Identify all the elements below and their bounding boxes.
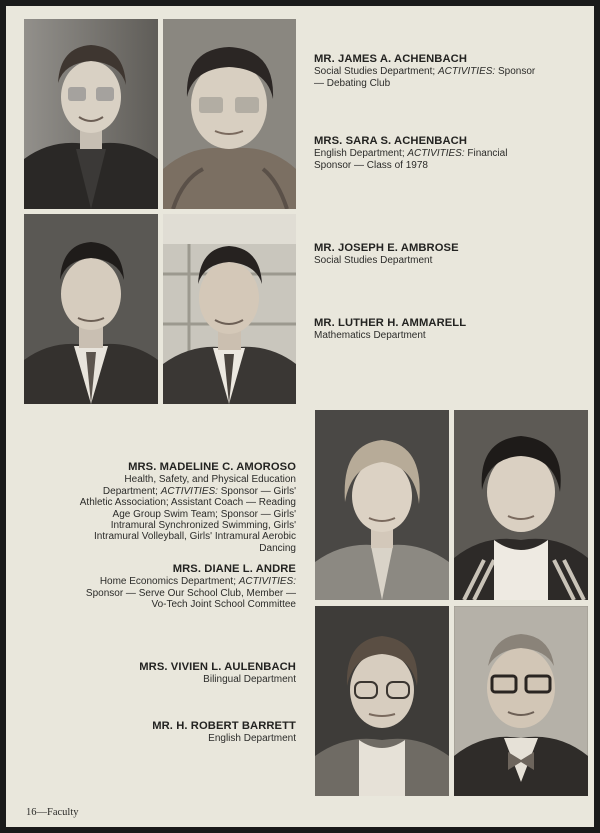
portrait-luther-ammarell xyxy=(163,214,296,404)
faculty-department: Social Studies Department; xyxy=(314,66,438,78)
faculty-department: English Department xyxy=(208,733,296,745)
faculty-description xyxy=(68,474,296,554)
faculty-name: MRS. MADELINE C. AMOROSO xyxy=(128,461,296,473)
faculty-entry-vivien-aulenbach xyxy=(66,662,296,686)
faculty-entry-madeline-amoroso xyxy=(68,462,296,554)
activities-label: ACTIVITIES: xyxy=(238,576,296,588)
faculty-name: MR. H. ROBERT BARRETT xyxy=(152,720,296,732)
faculty-description xyxy=(70,576,296,610)
faculty-entry-luther-ammarell xyxy=(314,318,554,342)
faculty-entry-robert-barrett xyxy=(66,721,296,745)
faculty-entry-sara-achenbach xyxy=(314,136,524,171)
portrait-madeline-amoroso xyxy=(315,410,449,600)
portrait-robert-barrett xyxy=(454,606,588,796)
portrait-joseph-ambrose xyxy=(24,214,158,404)
faculty-department: English Department; xyxy=(314,148,408,160)
page-footer: 16—Faculty xyxy=(26,807,79,818)
faculty-entry-diane-andre xyxy=(70,564,296,611)
portrait-vivien-aulenbach xyxy=(315,606,449,796)
faculty-name: MRS. VIVIEN L. AULENBACH xyxy=(139,661,296,673)
faculty-entry-james-achenbach xyxy=(314,54,542,89)
faculty-department: Home Economics Department; xyxy=(99,576,239,588)
faculty-entry-joseph-ambrose xyxy=(314,243,554,267)
faculty-activities: Sponsor — Girls' Athletic Association; Assistant Coach — Reading Age Group Swim Team; Sponsor — Girls' Intramural Synchronized Swimming, Girls' Intramural Volleyball, Girls' Intramural Aerobic Dancing xyxy=(79,485,296,554)
faculty-department: Mathematics Department xyxy=(314,330,426,342)
faculty-name: MR. JOSEPH E. AMBROSE xyxy=(314,242,459,254)
faculty-activities: Sponsor — Debating Club xyxy=(314,66,536,89)
activities-label: ACTIVITIES: xyxy=(407,148,465,160)
yearbook-page xyxy=(6,6,594,827)
portrait-james-achenbach xyxy=(24,19,158,209)
faculty-name: MR. JAMES A. ACHENBACH xyxy=(314,53,468,65)
faculty-description xyxy=(314,66,542,89)
portrait-sara-achenbach xyxy=(163,19,296,209)
faculty-activities: Sponsor — Serve Our School Club, Member — Vo-Tech Joint School Committee xyxy=(85,587,296,611)
faculty-name: MR. LUTHER H. AMMARELL xyxy=(314,317,467,329)
faculty-department: Social Studies Department xyxy=(314,255,433,267)
faculty-name: MRS. SARA S. ACHENBACH xyxy=(314,135,468,147)
faculty-activities: Financial Sponsor — Class of 1978 xyxy=(314,148,508,171)
faculty-description xyxy=(314,148,524,171)
faculty-department: Health, Safety, and Physical Education Department; xyxy=(102,474,296,497)
faculty-department: Bilingual Department xyxy=(203,674,296,686)
activities-label: ACTIVITIES: xyxy=(437,66,496,78)
faculty-name: MRS. DIANE L. ANDRE xyxy=(172,563,296,575)
activities-label: ACTIVITIES: xyxy=(160,485,218,497)
portrait-diane-andre xyxy=(454,410,588,600)
